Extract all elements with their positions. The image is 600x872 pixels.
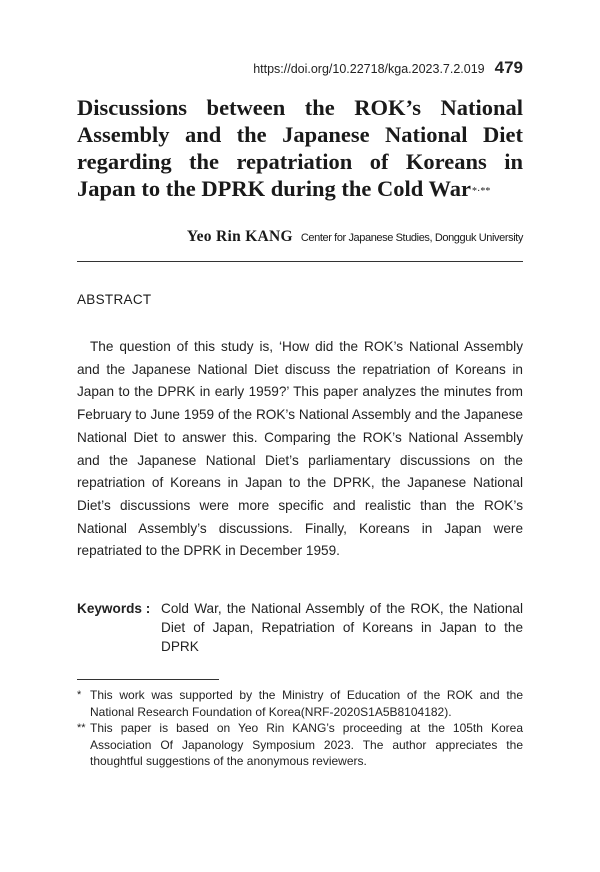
author-name: Yeo Rin KANG	[186, 228, 293, 245]
footnote-mark: **	[77, 722, 86, 734]
title-footnote-marks[interactable]: *·**	[472, 186, 491, 197]
author-affiliation: Center for Japanese Studies, Dongguk University	[300, 232, 523, 244]
footnote-item	[77, 687, 523, 720]
keywords-text: Cold War, the National Assembly of the ROK, the National Diet of Japan, Repatriation of Koreans in Japan to the DPRK	[161, 601, 523, 654]
keywords-block	[77, 599, 523, 656]
title-divider	[77, 261, 523, 262]
doi-link[interactable]: https://doi.org/10.22718/kga.2023.7.2.019	[253, 62, 485, 76]
footnote-item	[77, 720, 523, 770]
paper-title	[77, 94, 523, 207]
footnote-text: This work was supported by the Ministry of Education of the ROK and the National Research Foundation of Korea(NRF-2020S1A5B8104182).	[90, 688, 523, 719]
running-header	[253, 58, 523, 78]
abstract-body: The question of this study is, ‘How did the ROK’s National Assembly and the Japanese National Diet discuss the repatriation of Koreans in Japan to the DPRK in early 1959?’ This paper analyzes the minutes from February to June 1959 of the ROK’s National Assembly and the Japanese National Diet to answer this. Comparing the ROK’s National Assembly and the Japanese National Diet’s parliamentary discussions on the repatriation of Koreans in Japan to the DPRK, the Japanese National Diet’s discussions were more specific and realistic than the ROK’s National Assembly’s discussions. Finally, Koreans in Japan were repatriated to the DPRK in December 1959.	[77, 339, 523, 559]
footnote-divider	[77, 679, 219, 680]
byline	[187, 228, 523, 246]
keywords-label: Keywords :	[77, 601, 151, 616]
footnote-text: This paper is based on Yeo Rin KANG’s proceeding at the 105th Korea Association Of Japanology Symposium 2023. The author appreciates the thoughtful suggestions of the anonymous reviewers.	[90, 721, 523, 768]
page-number: 479	[494, 58, 523, 77]
footnote-mark: *	[77, 689, 82, 701]
paper-title-text: Discussions between the ROK’s National Assembly and the Japanese National Diet regarding the repatriation of Koreans in Japan to the DPRK during the Cold War	[77, 95, 523, 201]
abstract-heading: ABSTRACT	[77, 292, 152, 307]
footnotes	[77, 687, 523, 770]
